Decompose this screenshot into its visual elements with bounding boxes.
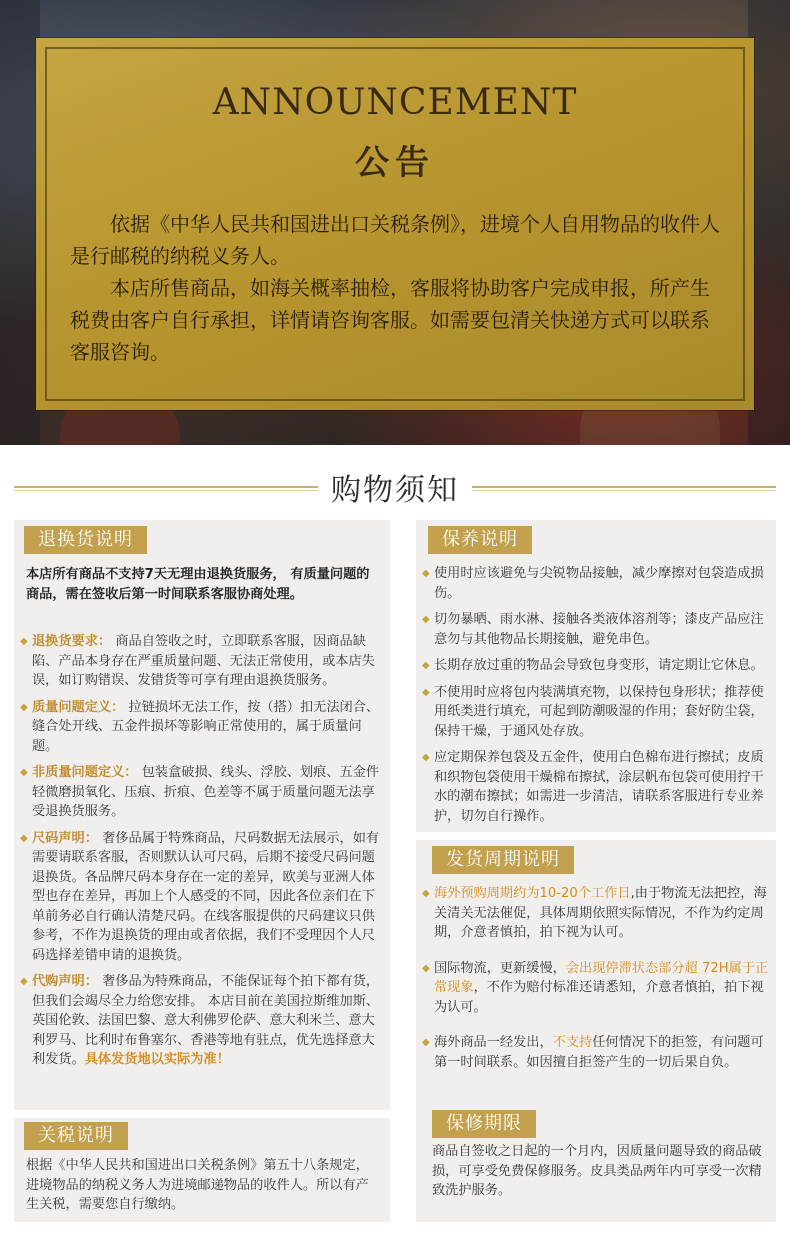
shipping-panel: [416, 840, 776, 1106]
announcement-banner: [0, 0, 790, 445]
returns-label: 退换货说明: [24, 526, 147, 554]
list-item: ◆ 国际物流，更新缓慢，会出现停滞状态部分超 72H属于正常现象，不作为赔付标准还请悉知，介意者慎拍，拍下视为认可。: [422, 959, 770, 1018]
list-item: ◆ 非质量问题定义： 包装盒破损、线头、浮胶、划痕、五金件轻微磨损氧化、压痕、折痕、色差等不属于质量问题无法享受退换货服务。: [20, 763, 382, 822]
list-item: ◆ 切勿暴晒、雨水淋、接触各类液体溶剂等；漆皮产品应注意勿与其他物品长期接触，避免串色。: [422, 610, 770, 649]
heading-divider: [472, 486, 776, 488]
list-item: ◆ 应定期保养包袋及五金件，使用白色棉布进行擦拭；皮质和织物包袋使用干燥棉布擦拭，涂层帆布包袋可使用拧干水的潮布擦拭；如需进一步清洁，请联系客服进行专业养护，切勿自行操作。: [422, 748, 770, 826]
announcement-title-cn: 公告: [355, 143, 435, 183]
list-item: ◆ 退换货要求： 商品自签收之时，立即联系客服，因商品缺陷、产品本身存在严重质量问题、无法正常使用，或本店失误，如订购错误、发错货等可享有理由退换货服务。: [20, 632, 382, 691]
banner-photo-shade: [748, 0, 790, 445]
care-label: 保养说明: [428, 526, 532, 554]
shipping-label: 发货周期说明: [432, 846, 574, 874]
warranty-panel: [416, 1106, 776, 1222]
section-heading: [0, 455, 790, 515]
shipping-list: [422, 884, 770, 1079]
list-item: ◆ 使用时应该避免与尖锐物品接触，减少摩擦对包袋造成损伤。: [422, 564, 770, 603]
list-item: ◆ 质量问题定义： 拉链损坏无法工作，按（搭）扣无法闭合、缝合处开线、五金件损坏等影响正常使用的，属于质量问题。: [20, 698, 382, 757]
returns-panel: [14, 520, 390, 1110]
list-item: ◆ 代购声明： 奢侈品为特殊商品，不能保证每个拍下都有货，但我们会竭尽全力给您安排。 本店目前在美国拉斯维加斯、英国伦敦、法国巴黎、意大利佛罗伦萨、意大利米兰、意大利罗马、比利时布鲁塞尔、香港等地有驻点，优先选择意大利发货。具体发货地以实际为准！: [20, 972, 382, 1070]
returns-list: [20, 632, 382, 1077]
banner-photo-shade: [0, 0, 40, 445]
announcement-card: [36, 38, 754, 410]
tax-text: 根据《中华人民共和国进出口关税条例》第五十八条规定，进境物品的纳税义务人为进境邮递物品的收件人。所以有产生关税，需要您自行缴纳。: [26, 1158, 369, 1212]
tax-panel: [14, 1118, 390, 1222]
returns-intro: 本店所有商品不支持7天无理由退换货服务， 有质量问题的商品，需在签收后第一时间联系客服协商处理。: [26, 567, 370, 602]
heading-divider: [14, 486, 318, 488]
warranty-label: 保修期限: [432, 1110, 536, 1138]
announcement-title-en: ANNOUNCEMENT: [212, 82, 578, 123]
announcement-body: [70, 208, 724, 368]
announcement-paragraph: 本店所售商品，如海关概率抽检，客服将协助客户完成申报，所产生税费由客户自行承担，详情请咨询客服。如需要包清关快递方式可以联系客服咨询。: [70, 276, 710, 364]
list-item: ◆ 不使用时应将包内装满填充物，以保持包身形状；推荐使用纸类进行填充，可起到防潮吸湿的作用；套好防尘袋，保持干燥，于通风处存放。: [422, 683, 770, 742]
announcement-paragraph: 依据《中华人民共和国进出口关税条例》，进境个人自用物品的收件人是行邮税的纳税义务人。: [70, 212, 720, 268]
care-panel: [416, 520, 776, 832]
tax-label: 关税说明: [24, 1122, 128, 1150]
list-item: ◆ 海外商品一经发出，不支持任何情况下的拒签，有问题可第一时间联系。如因擅自拒签产生的一切后果自负。: [422, 1033, 770, 1072]
section-title: 购物须知: [331, 473, 459, 508]
list-item: ◆ 尺码声明： 奢侈品属于特殊商品，尺码数据无法展示，如有需要请联系客服，否则默认认可尺码，后期不接受尺码问题退换货。各品牌尺码本身存在一定的差异，欧美与亚洲人体型也存在差异，再加上个人感受的不同，因此各位亲们在下单前务必自行确认清楚尺码。在线客服提供的尺码建议只供参考，不作为退换货的理由或者依据，我们不受理因个人尺码选择差错申请的退换货。: [20, 829, 382, 966]
list-item: ◆ 海外预购周期约为10-20个工作日,由于物流无法把控，海关清关无法催促，具体周期依照实际情况，不作为约定周期，介意者慎拍，拍下视为认可。: [422, 884, 770, 943]
care-list: [422, 564, 770, 833]
list-item: ◆ 长期存放过重的物品会导致包身变形，请定期让它休息。: [422, 656, 770, 676]
warranty-text: 商品自签收之日起的一个月内，因质量问题导致的商品破损，可享受免费保修服务。皮具类品两年内可享受一次精致洗护服务。: [432, 1144, 762, 1198]
